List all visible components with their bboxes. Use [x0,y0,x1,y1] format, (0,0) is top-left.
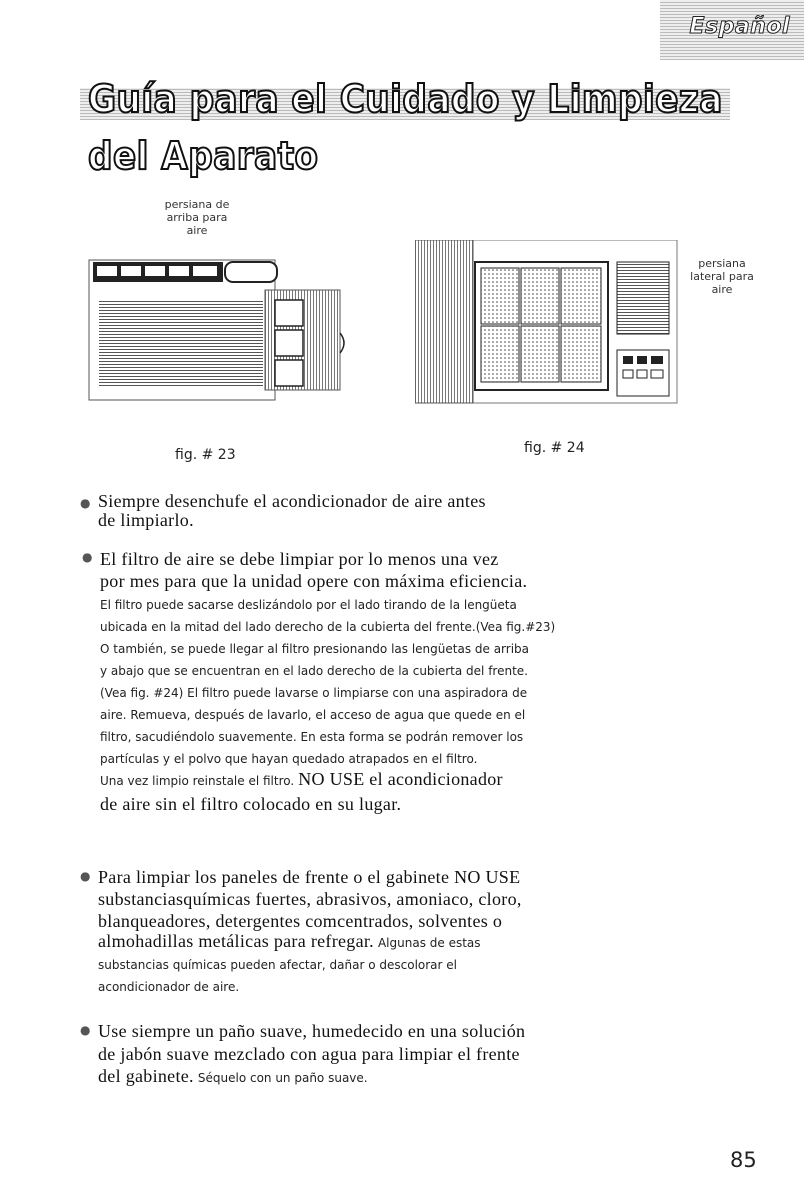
bullet-cleaning-chemicals [80,866,718,998]
page-title-line1: Guía para el Cuidado y Limpieza [88,77,723,121]
bullet-text-line: de jabón suave mezclado con agua para limpiar el frente [98,1044,520,1064]
bullet-text-span: NO USE el acondicionador [298,769,503,789]
bullet-text-span: Una vez limpio reinstale el filtro. [100,774,295,788]
bullet-text-line: Use siempre un paño suave, humedecido en una solución [98,1021,526,1041]
bullet-text-line: filtro, sacudiéndolo suavemente. En esta forma se podrán remover los [100,730,524,744]
fig23-label: fig. # 23 [175,447,236,463]
bullet-text-line: partículas y el polvo que hayan quedado atrapados en el filtro. [100,752,478,766]
page-number: 85 [730,1148,757,1172]
bullet-text-line: O también, se puede llegar al filtro presionando las lengüetas de arriba [100,642,530,656]
fig24-label: fig. # 24 [524,440,585,456]
bullet-filter [82,548,720,816]
bullet-text-line: El filtro de aire se debe limpiar por lo menos una vez [100,549,499,569]
bullet-text-line: acondicionador de aire. [98,980,240,994]
fig24-caption-line: persiana [698,257,746,270]
bullet-icon: ● [80,1023,91,1037]
fig23-caption-line: persiana de [164,198,230,211]
fig24-caption-line: aire [711,283,733,296]
bullet-unplug [80,491,718,530]
fig24-caption [686,257,758,296]
bullet-text-line [98,932,718,954]
bullet-text-line: (Vea fig. #24) El filtro puede lavarse o limpiarse con una aspiradora de [100,686,528,700]
bullet-text-line: blanqueadores, detergentes comcentrados, solventes o [98,911,503,931]
bullet-text-span: del gabinete. [98,1066,194,1086]
bullet-text-line: y abajo que se encuentran en el lado derecho de la cubierta del frente. [100,664,528,678]
bullet-text-span: Algunas de estas [377,936,481,950]
bullet-text-line: por mes para que la unidad opere con máxima eficiencia. [100,571,528,591]
fig23-air-conditioner-illustration [85,238,350,403]
bullet-text-line: de aire sin el filtro colocado en su lugar. [100,794,402,814]
bullet-text-span: almohadillas metálicas para refregar. [98,931,374,951]
bullet-icon: ● [80,496,91,510]
bullet-text-line: aire. Remueva, después de lavarlo, el acceso de agua que quede en el [100,708,526,722]
bullet-text-line: ubicada en la mitad del lado derecho de la cubierta del frente.(Vea fig.#23) [100,620,556,634]
bullet-icon: ● [82,550,93,564]
page-title-line2: del Aparato [88,134,319,178]
fig24-caption-line: lateral para [690,270,754,283]
bullet-text-line: substanciasquímicas fuertes, abrasivos, amoniaco, cloro, [98,889,522,909]
fig24-air-conditioner-illustration [415,240,680,405]
bullet-soft-cloth [80,1020,718,1089]
language-tab [660,0,804,60]
language-tab-label: Español [689,14,790,39]
bullet-text-line: El filtro puede sacarse deslizándolo por el lado tirando de la lengüeta [100,598,517,612]
bullet-text-line [98,1066,718,1089]
bullet-text-line: Para limpiar los paneles de frente o el gabinete NO USE [98,867,521,887]
bullet-text-line [100,770,720,792]
fig23-caption-line: arriba para [166,211,228,224]
fig23-caption [152,198,242,237]
bullet-text-line: de limpiarlo. [98,510,194,530]
bullet-text-span: Séquelo con un paño suave. [197,1071,368,1085]
fig23-caption-line: aire [186,224,208,237]
bullet-text-line: Siempre desenchufe el acondicionador de aire antes [98,491,486,511]
bullet-icon: ● [80,869,91,883]
bullet-text-line: substancias químicas pueden afectar, dañar o descolorar el [98,958,457,972]
